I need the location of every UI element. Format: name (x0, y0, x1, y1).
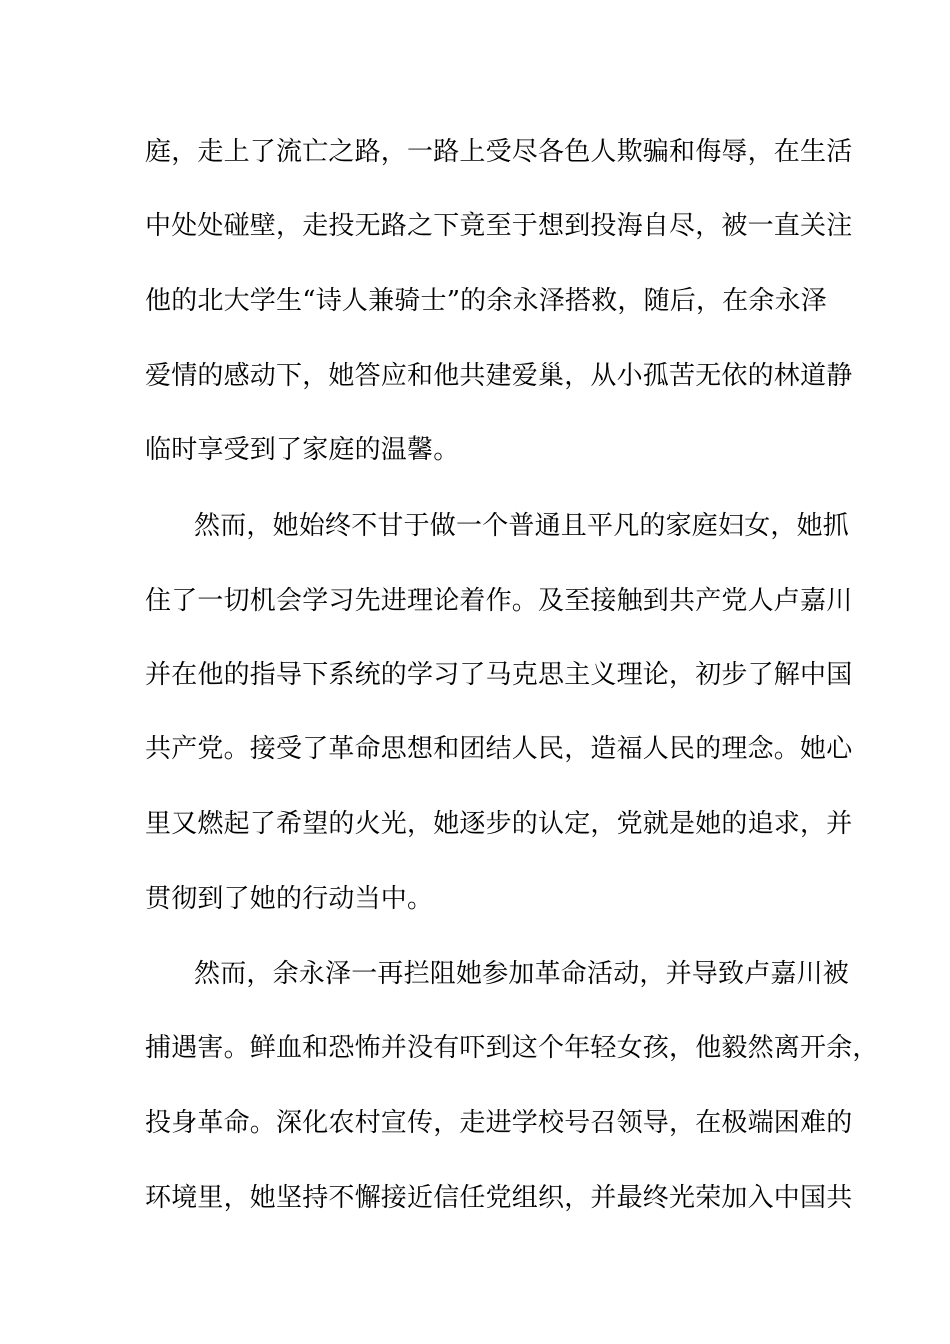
text-line: 贯彻到了她的行动当中。 (145, 884, 434, 914)
text-line: 投身革命。深化农村宣传，走进学校号召领导，在极端困难的 (145, 1108, 853, 1138)
paragraph-first-line: 然而，余永泽一再拦阻她参加革命活动，并导致卢嘉川被 (194, 959, 850, 989)
text-line: 庭，走上了流亡之路，一路上受尽各色人欺骗和侮辱，在生活 (145, 137, 853, 167)
text-line: 共产党。接受了革命思想和团结人民，造福人民的理念。她心 (145, 734, 853, 764)
text-line: 他的北大学生“诗人兼骑士”的余永泽搭救，随后，在余永泽 (145, 286, 827, 316)
text-line: 爱情的感动下，她答应和他共建爱巢，从小孤苦无依的林道静 (145, 361, 853, 391)
text-line: 中处处碰壁，走投无路之下竟至于想到投海自尽，被一直关注 (145, 211, 853, 241)
paragraph-first-line: 然而，她始终不甘于做一个普通且平凡的家庭妇女，她抓 (194, 511, 850, 541)
text-line: 捕遇害。鲜血和恐怖并没有吓到这个年轻女孩，他毅然离开余， (145, 1033, 879, 1063)
text-line: 住了一切机会学习先进理论着作。及至接触到共产党人卢嘉川 (145, 586, 853, 616)
text-line: 环境里，她坚持不懈接近信任党组织，并最终光荣加入中国共 (145, 1183, 853, 1213)
text-line: 临时享受到了家庭的温馨。 (145, 435, 460, 465)
text-line: 里又燃起了希望的火光，她逐步的认定，党就是她的追求，并 (145, 809, 853, 839)
text-line: 并在他的指导下系统的学习了马克思主义理论，初步了解中国 (145, 660, 853, 690)
